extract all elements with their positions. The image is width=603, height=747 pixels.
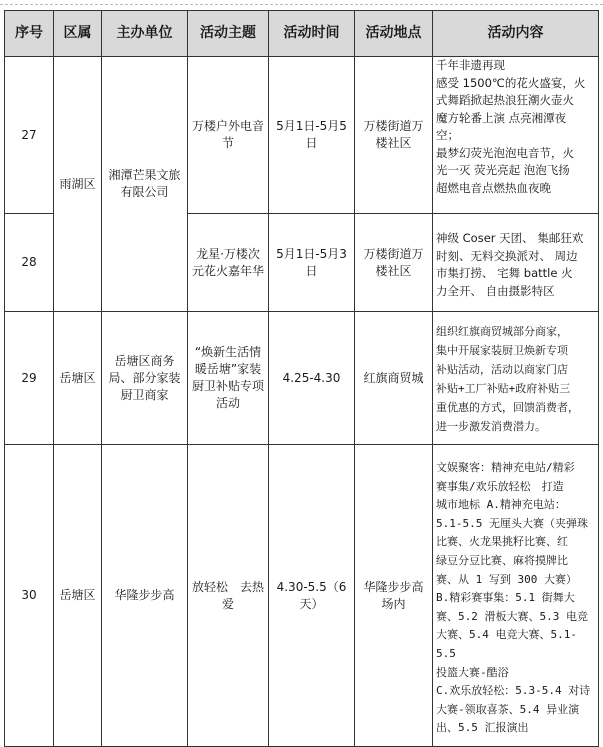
table-row — [5, 57, 599, 214]
header-seq: 序号 — [5, 11, 54, 57]
row-venue: 万楼街道万楼社区 — [355, 214, 433, 312]
content-line: 比赛、火龙果挑籽比赛、红 — [436, 535, 568, 549]
content-line: 组织红旗商贸城部分商家， — [436, 325, 568, 338]
content-line: 文娱聚客：精神充电站/精彩 — [436, 461, 575, 474]
row-venue: 万楼街道万楼社区 — [355, 57, 433, 214]
content-line: 空； — [436, 128, 459, 142]
content-line: 赛事集/欢乐放轻松 打造 — [436, 479, 564, 493]
row-seq: 30 — [5, 445, 54, 747]
content-line: 光一灭 荧光亮起 泡泡飞扬 — [436, 163, 570, 177]
table-row — [5, 312, 599, 445]
row-theme: 放轻松 去热爱 — [188, 445, 269, 747]
header-theme: 活动主题 — [188, 11, 269, 57]
table-header-row — [5, 11, 599, 57]
content-line: 感受 1500℃的花火盛宴，火 — [436, 75, 586, 90]
row-venue: 红旗商贸城 — [355, 312, 433, 445]
row-time: 4.30-5.5（6天） — [269, 445, 355, 747]
content-line: 城市地标 A.精神充电站： — [436, 498, 566, 512]
content-line: 大赛-领取喜茶、5.4 异业演 — [436, 702, 580, 716]
content-line: 补贴+工厂补贴+政府补贴三 — [436, 382, 571, 395]
header-district: 区属 — [54, 11, 102, 57]
content-line: 进一步激发消费潜力。 — [436, 420, 546, 433]
content-line: B.精彩赛事集：5.1 街舞大 — [436, 591, 575, 605]
header-organizer: 主办单位 — [102, 11, 188, 57]
header-time: 活动时间 — [269, 11, 355, 57]
content-line: 市集打捞、 宅舞 battle 火 — [436, 266, 573, 280]
row-seq: 27 — [5, 57, 54, 214]
row-theme: 龙星·万楼次元花火嘉年华 — [188, 214, 269, 312]
row-organizer: 岳塘区商务局、部分家装厨卫商家 — [102, 312, 188, 445]
content-line: 魔方轮番上演 点亮湘潭夜 — [436, 110, 567, 125]
header-content: 活动内容 — [433, 11, 599, 57]
content-line: 超燃电音点燃热血夜晚 — [436, 180, 551, 195]
row-district: 雨湖区 — [54, 57, 102, 312]
row-organizer: 华隆步步高 — [102, 445, 188, 747]
row-theme: 万楼户外电音节 — [188, 57, 269, 214]
row-venue: 华隆步步高场内 — [355, 445, 433, 747]
content-line: 力全开、 自由摄影特区 — [436, 283, 555, 298]
row-time: 4.25-4.30 — [269, 312, 355, 445]
row-district: 岳塘区 — [54, 445, 102, 747]
content-line: 补贴活动，活动以商家门店 — [436, 363, 568, 376]
header-venue: 活动地点 — [355, 11, 433, 57]
content-line: C.欢乐放轻松：5.3-5.4 对诗 — [436, 684, 591, 698]
row-time: 5月1日-5月3日 — [269, 214, 355, 312]
content-line: 赛、从 1 写到 300 大赛） — [436, 572, 577, 586]
activity-table — [4, 10, 599, 747]
row-content — [433, 312, 599, 445]
content-line: 5.1-5.5 无厘头大赛（夹弹珠 — [436, 516, 588, 530]
row-organizer: 湘潭芒果文旅有限公司 — [102, 57, 188, 312]
row-content — [433, 57, 599, 214]
row-content — [433, 445, 599, 747]
content-line: 时刻、无料交换派对、 周边 — [436, 248, 578, 263]
content-line: 投篮大赛-酷浴 — [436, 665, 509, 679]
content-line: 绿豆分豆比赛、麻将摸牌比 — [436, 553, 568, 567]
row-time: 5月1日-5月5日 — [269, 57, 355, 214]
content-line: 最梦幻荧光泡泡电音节，火 — [436, 145, 574, 160]
content-line: 集中开展家装厨卫焕新专项 — [436, 344, 568, 357]
page-top-edge — [0, 4, 603, 6]
row-content — [433, 214, 599, 312]
row-seq: 28 — [5, 214, 54, 312]
row-theme: “焕新生活情暖岳塘”家装厨卫补贴专项活动 — [188, 312, 269, 445]
row-district: 岳塘区 — [54, 312, 102, 445]
content-line: 赛、5.2 滑板大赛、5.3 电竞 — [436, 609, 588, 623]
row-seq: 29 — [5, 312, 54, 445]
content-line: 神级 Coser 天团、 集邮狂欢 — [436, 231, 584, 245]
table-row — [5, 445, 599, 747]
content-line: 出、5.5 汇报演出 — [436, 721, 529, 735]
content-line: 千年非遗再现 — [436, 58, 505, 72]
content-line: 大赛、5.4 电竞大赛、5.1-5.5 — [436, 628, 577, 660]
content-line: 重优惠的方式，回馈消费者， — [436, 401, 579, 414]
content-line: 式舞蹈掀起热浪狂潮火壶火 — [436, 93, 574, 107]
